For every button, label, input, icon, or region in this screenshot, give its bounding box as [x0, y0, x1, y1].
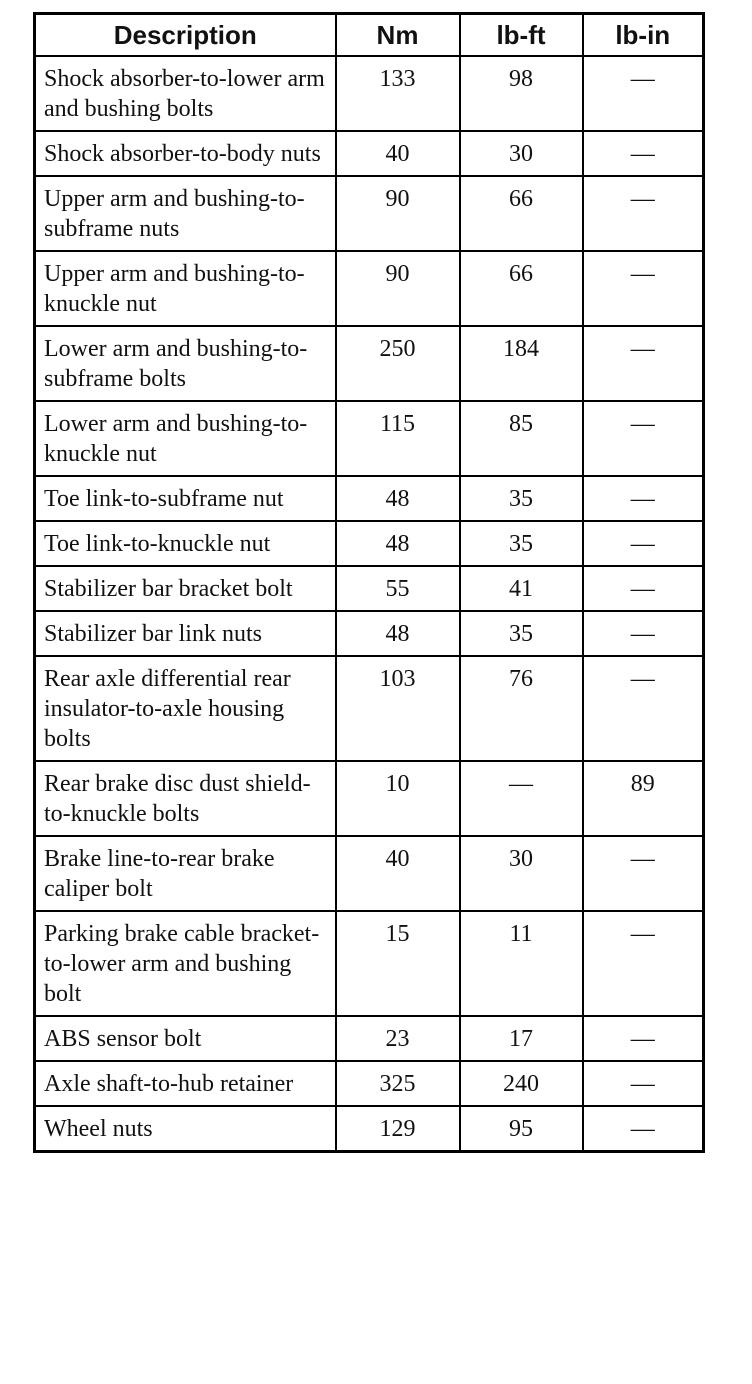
- cell-description: Shock absorber-to-body nuts: [35, 131, 336, 176]
- header-nm: Nm: [336, 14, 460, 57]
- table-row: [35, 176, 704, 251]
- cell-lbin: —: [583, 911, 704, 1016]
- table-row: [35, 1106, 704, 1152]
- cell-lbft: 41: [460, 566, 583, 611]
- cell-description: Stabilizer bar bracket bolt: [35, 566, 336, 611]
- cell-lbft: 35: [460, 476, 583, 521]
- cell-lbft: 66: [460, 176, 583, 251]
- cell-nm: 10: [336, 761, 460, 836]
- cell-description: Rear axle differential rear insulator-to-axle housing bolts: [35, 656, 336, 761]
- table-row: [35, 566, 704, 611]
- table-row: [35, 521, 704, 566]
- cell-nm: 115: [336, 401, 460, 476]
- cell-nm: 48: [336, 476, 460, 521]
- cell-lbin: —: [583, 566, 704, 611]
- cell-lbin: —: [583, 1061, 704, 1106]
- cell-lbin: —: [583, 1016, 704, 1061]
- cell-lbin: —: [583, 476, 704, 521]
- cell-nm: 15: [336, 911, 460, 1016]
- cell-nm: 90: [336, 176, 460, 251]
- cell-nm: 133: [336, 56, 460, 131]
- table-row: [35, 611, 704, 656]
- table-row: [35, 56, 704, 131]
- header-lbin: lb-in: [583, 14, 704, 57]
- table-row: [35, 476, 704, 521]
- table-row: [35, 401, 704, 476]
- cell-lbft: 98: [460, 56, 583, 131]
- cell-nm: 48: [336, 611, 460, 656]
- torque-spec-table: [33, 12, 705, 1153]
- cell-nm: 250: [336, 326, 460, 401]
- cell-lbft: 85: [460, 401, 583, 476]
- cell-lbin: —: [583, 836, 704, 911]
- cell-lbft: 184: [460, 326, 583, 401]
- cell-description: Toe link-to-knuckle nut: [35, 521, 336, 566]
- header-lbft: lb-ft: [460, 14, 583, 57]
- table-row: [35, 836, 704, 911]
- cell-lbin: —: [583, 611, 704, 656]
- cell-lbft: 240: [460, 1061, 583, 1106]
- cell-lbin: —: [583, 656, 704, 761]
- cell-lbin: —: [583, 521, 704, 566]
- cell-lbft: 35: [460, 611, 583, 656]
- cell-lbin: 89: [583, 761, 704, 836]
- cell-lbft: 66: [460, 251, 583, 326]
- cell-description: ABS sensor bolt: [35, 1016, 336, 1061]
- cell-description: Shock absorber-to-lower arm and bushing bolts: [35, 56, 336, 131]
- cell-lbin: —: [583, 326, 704, 401]
- cell-nm: 325: [336, 1061, 460, 1106]
- cell-nm: 40: [336, 131, 460, 176]
- cell-nm: 40: [336, 836, 460, 911]
- cell-nm: 48: [336, 521, 460, 566]
- cell-lbft: 76: [460, 656, 583, 761]
- table-row: [35, 1061, 704, 1106]
- cell-lbft: —: [460, 761, 583, 836]
- table-row: [35, 761, 704, 836]
- table-row: [35, 326, 704, 401]
- cell-lbin: —: [583, 251, 704, 326]
- cell-description: Brake line-to-rear brake caliper bolt: [35, 836, 336, 911]
- cell-lbft: 17: [460, 1016, 583, 1061]
- cell-description: Rear brake disc dust shield-to-knuckle bolts: [35, 761, 336, 836]
- cell-description: Axle shaft-to-hub retainer: [35, 1061, 336, 1106]
- table-row: [35, 1016, 704, 1061]
- cell-lbin: —: [583, 176, 704, 251]
- table-row: [35, 911, 704, 1016]
- cell-nm: 90: [336, 251, 460, 326]
- header-row: [35, 14, 704, 57]
- cell-description: Upper arm and bushing-to-knuckle nut: [35, 251, 336, 326]
- cell-description: Wheel nuts: [35, 1106, 336, 1152]
- cell-lbin: —: [583, 56, 704, 131]
- cell-lbft: 35: [460, 521, 583, 566]
- cell-lbin: —: [583, 1106, 704, 1152]
- cell-nm: 129: [336, 1106, 460, 1152]
- table-row: [35, 251, 704, 326]
- cell-description: Lower arm and bushing-to-subframe bolts: [35, 326, 336, 401]
- cell-description: Stabilizer bar link nuts: [35, 611, 336, 656]
- cell-nm: 103: [336, 656, 460, 761]
- cell-nm: 55: [336, 566, 460, 611]
- cell-description: Upper arm and bushing-to-subframe nuts: [35, 176, 336, 251]
- header-description: Description: [35, 14, 336, 57]
- cell-lbft: 11: [460, 911, 583, 1016]
- cell-description: Parking brake cable bracket-to-lower arm and bushing bolt: [35, 911, 336, 1016]
- cell-description: Lower arm and bushing-to-knuckle nut: [35, 401, 336, 476]
- cell-nm: 23: [336, 1016, 460, 1061]
- cell-lbin: —: [583, 401, 704, 476]
- cell-description: Toe link-to-subframe nut: [35, 476, 336, 521]
- cell-lbft: 30: [460, 836, 583, 911]
- table-row: [35, 656, 704, 761]
- table-row: [35, 131, 704, 176]
- table-body: [35, 56, 704, 1152]
- cell-lbft: 95: [460, 1106, 583, 1152]
- cell-lbin: —: [583, 131, 704, 176]
- cell-lbft: 30: [460, 131, 583, 176]
